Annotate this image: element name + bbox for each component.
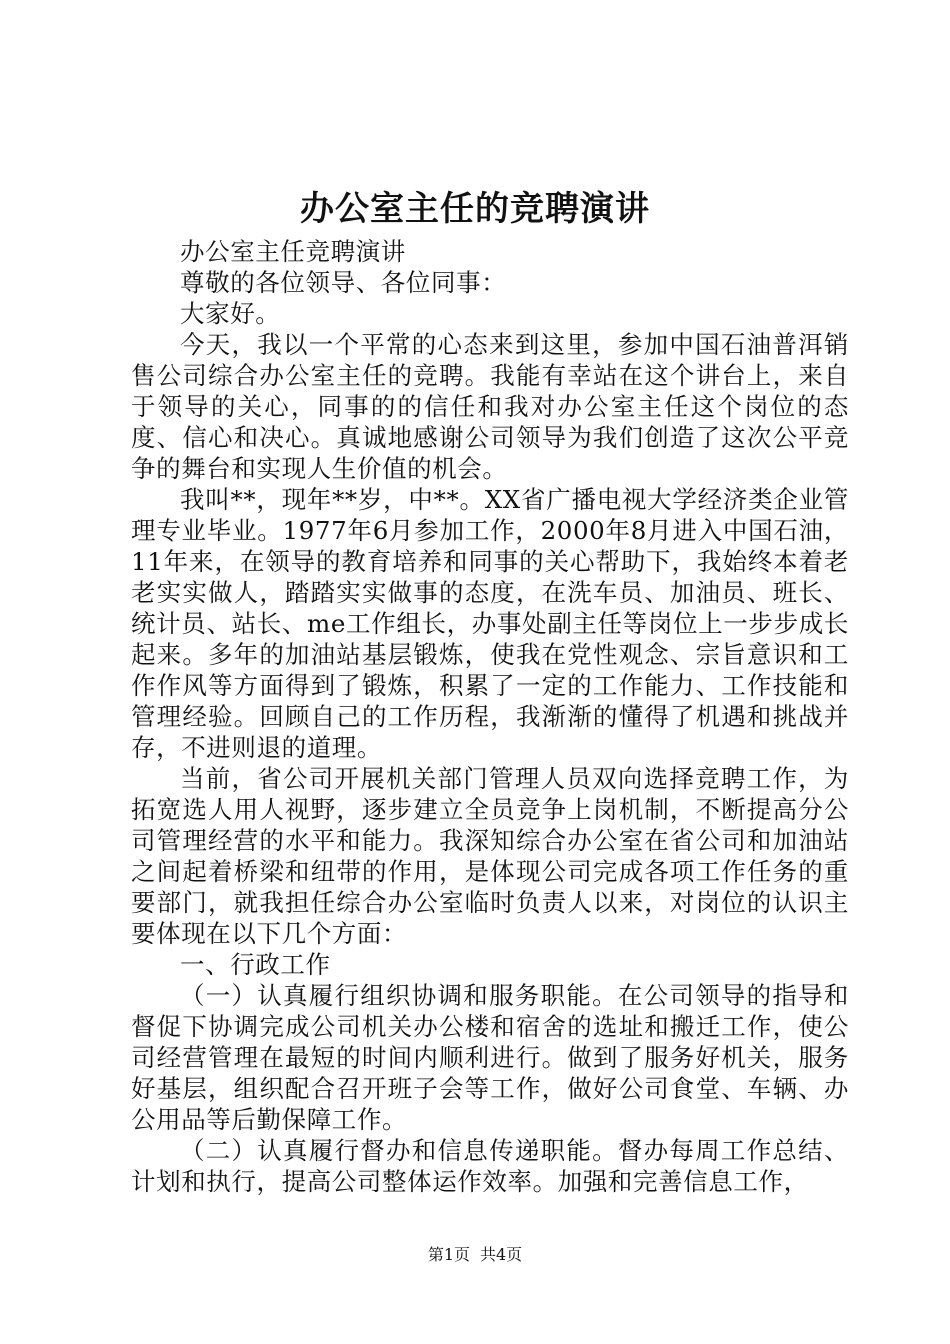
document-body — [131, 236, 849, 1197]
page-total: 共4页 — [480, 1245, 523, 1264]
paragraph-item-2: （二）认真履行督办和信息传递职能。督办每周工作总结、计划和执行，提高公司整体运作效率。加强和完善信息工作， — [131, 1136, 849, 1196]
paragraph-intro: 今天，我以一个平常的心态来到这里，参加中国石油普洱销售公司综合办公室主任的竞聘。我能有幸站在这个讲台上，来自于领导的关心，同事的的信任和我对办公室主任这个岗位的态度、信心和决心。真诚地感谢公司领导为我们创造了这次公平竞争的舞台和实现人生价值的机会。 — [131, 330, 849, 483]
salutation: 尊敬的各位领导、各位同事： — [180, 268, 507, 297]
page-footer — [0, 1244, 950, 1266]
document-title: 办公室主任的竞聘演讲 — [300, 189, 650, 229]
paragraph-background: 我叫**，现年**岁，中**。XX省广播电视大学经济类企业管理专业毕业。1977年6月参加工作，2000年8月进入中国石油，11年来，在领导的教育培养和同事的关心帮助下，我始终本着老老实实做人，踏踏实实做事的态度，在洗车员、加油员、班长、统计员、站长、me工作组长，办事处副主任等岗位上一步步成长起来。多年的加油站基层锻炼，使我在党性观念、宗旨意识和工作作风等方面得到了锻炼，积累了一定的工作能力、工作技能和管理经验。回顾自己的工作历程，我渐渐的懂得了机遇和挑战并存，不进则退的道理。 — [131, 485, 849, 762]
section-heading-admin: 一、行政工作 — [180, 950, 331, 979]
greeting: 大家好。 — [180, 299, 281, 328]
paragraph-current: 当前，省公司开展机关部门管理人员双向选择竞聘工作，为拓宽选人用人视野，逐步建立全员竞争上岗机制，不断提高分公司管理经营的水平和能力。我深知综合办公室在省公司和加油站之间起着桥梁和纽带的作用，是体现公司完成各项工作任务的重要部门，就我担任综合办公室临时负责人以来，对岗位的认识主要体现在以下几个方面： — [131, 764, 849, 948]
speech-heading: 办公室主任竞聘演讲 — [180, 237, 406, 266]
paragraph-item-1: （一）认真履行组织协调和服务职能。在公司领导的指导和督促下协调完成公司机关办公楼和宿舍的选址和搬迁工作，使公司经营管理在最短的时间内顺利进行。做到了服务好机关，服务好基层，组织配合召开班子会等工作，做好公司食堂、车辆、办公用品等后勤保障工作。 — [131, 981, 849, 1134]
page-number: 第1页 — [427, 1245, 470, 1264]
